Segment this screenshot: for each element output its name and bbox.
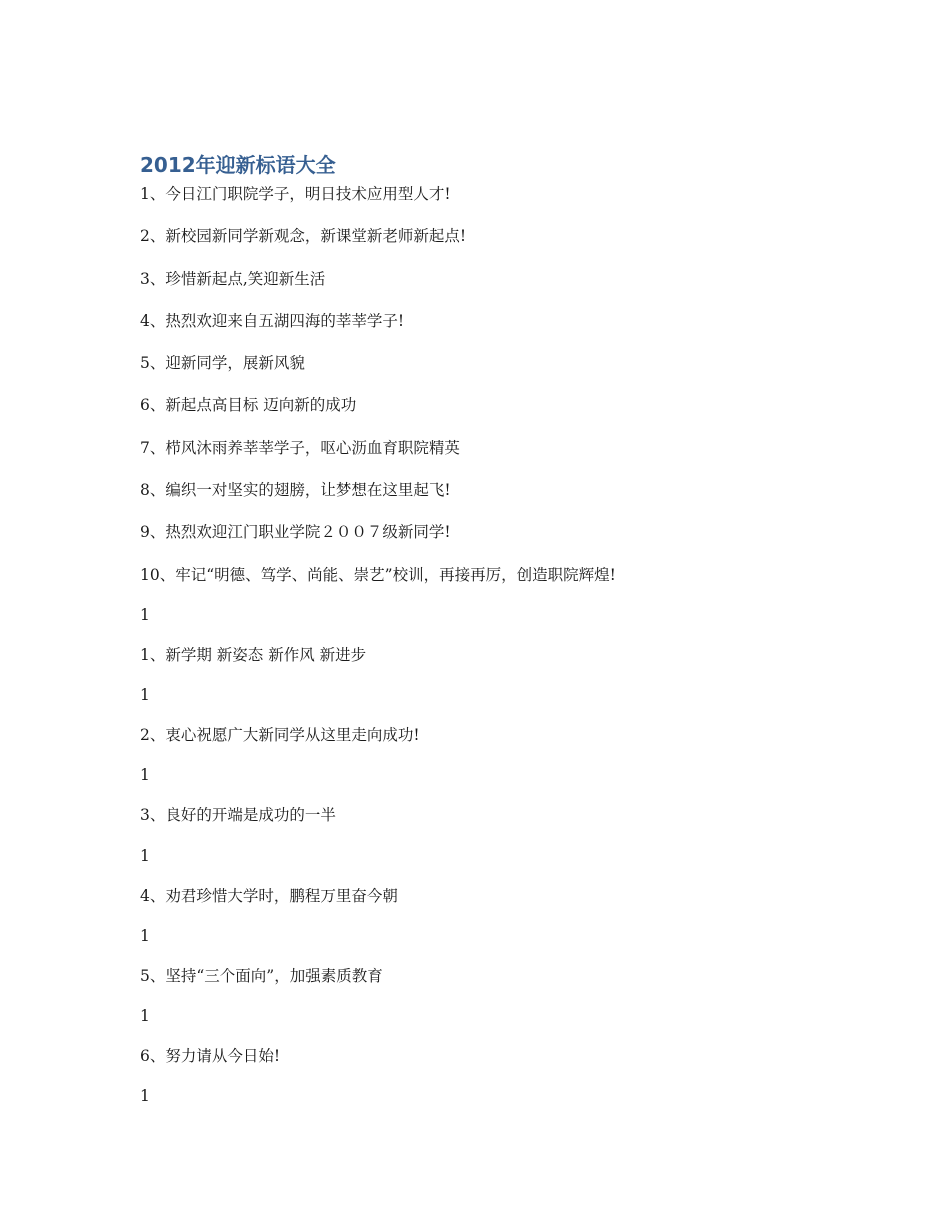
slogan-line: 4、劝君珍惜大学时，鹏程万里奋今朝	[140, 887, 398, 905]
page-number-line: 1	[140, 1007, 150, 1025]
slogan-line: 3、珍惜新起点,笑迎新生活	[140, 270, 326, 288]
slogan-line: 5、坚持“三个面向”，加强素质教育	[140, 967, 383, 985]
page-number-line: 1	[140, 766, 150, 784]
slogan-line: 7、栉风沐雨养莘莘学子，呕心沥血育职院精英	[140, 439, 460, 457]
slogan-line: 9、热烈欢迎江门职业学院２００７级新同学!	[140, 523, 451, 541]
page-number-line: 1	[140, 927, 150, 945]
slogan-line: 4、热烈欢迎来自五湖四海的莘莘学子!	[140, 312, 405, 330]
slogan-line: 6、新起点高目标 迈向新的成功	[140, 396, 357, 414]
slogan-line: 2、新校园新同学新观念，新课堂新老师新起点!	[140, 227, 467, 245]
page-number-line: 1	[140, 1087, 150, 1105]
page-number-line: 1	[140, 686, 150, 704]
document-title: 2012年迎新标语大全	[140, 153, 336, 177]
slogan-line: 5、迎新同学，展新风貌	[140, 354, 305, 372]
slogan-line: 10、牢记“明德、笃学、尚能、崇艺”校训，再接再厉，创造职院辉煌!	[140, 566, 616, 584]
slogan-line: 6、努力请从今日始!	[140, 1047, 281, 1065]
slogan-line: 8、编织一对坚实的翅膀，让梦想在这里起飞!	[140, 481, 451, 499]
slogan-line: 2、衷心祝愿广大新同学从这里走向成功!	[140, 726, 420, 744]
slogan-line: 1、新学期 新姿态 新作风 新进步	[140, 646, 367, 664]
slogan-line: 3、良好的开端是成功的一半	[140, 806, 336, 824]
slogan-line: 1、今日江门职院学子，明日技术应用型人才!	[140, 185, 451, 203]
page-number-line: 1	[140, 606, 150, 624]
page-number-line: 1	[140, 847, 150, 865]
